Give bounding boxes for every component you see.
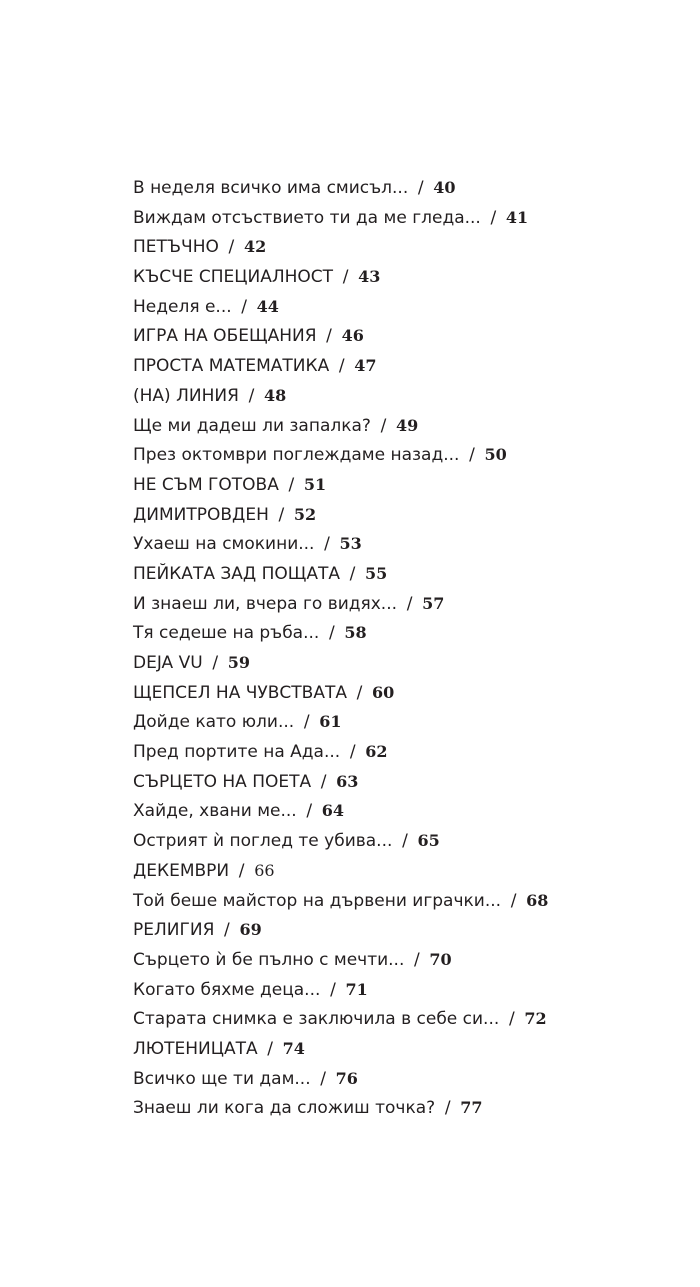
- toc-separator: /: [320, 771, 327, 792]
- table-of-contents: [133, 173, 673, 1123]
- toc-page-number: 44: [256, 296, 279, 316]
- toc-page-number: 57: [422, 593, 445, 613]
- toc-entry-title: Когато бяхме деца...: [133, 979, 321, 1000]
- toc-entry-title: През октомври поглеждаме назад...: [133, 445, 460, 466]
- toc-page-number: 70: [429, 949, 452, 969]
- toc-entry: [133, 648, 673, 678]
- toc-entry: [133, 826, 673, 856]
- toc-separator: /: [224, 920, 230, 941]
- toc-separator: /: [288, 474, 295, 495]
- toc-separator: /: [490, 207, 497, 228]
- toc-entry: [133, 707, 673, 737]
- toc-entry: [133, 411, 673, 441]
- toc-entry: [133, 886, 673, 916]
- toc-entry: [133, 351, 673, 381]
- toc-separator: /: [267, 1038, 273, 1059]
- toc-entry-title: DEJA VU: [133, 653, 203, 673]
- toc-entry: [133, 589, 673, 619]
- toc-separator: /: [349, 563, 356, 584]
- toc-entry-title: ПЕТЪЧНО: [133, 237, 219, 258]
- toc-entry-title: КЪСЧЕ СПЕЦИАЛНОСТ: [133, 267, 334, 288]
- toc-separator: /: [402, 831, 408, 852]
- toc-separator: /: [469, 445, 475, 466]
- toc-separator: /: [248, 385, 255, 406]
- toc-entry: [133, 1093, 673, 1123]
- toc-page-number: 65: [417, 831, 440, 851]
- toc-entry-title: ПЕЙКАТА ЗАД ПОЩАТА: [133, 563, 340, 584]
- toc-page-number: 55: [365, 563, 388, 583]
- toc-page-number: 63: [336, 771, 359, 791]
- toc-page-number: 72: [524, 1009, 547, 1029]
- toc-entry: [133, 975, 673, 1005]
- toc-separator: /: [328, 623, 335, 644]
- toc-separator: /: [342, 267, 349, 288]
- toc-page-number: 42: [243, 237, 267, 257]
- toc-entry-title: Ухаеш на смокини...: [133, 534, 315, 555]
- toc-page-number: 60: [372, 682, 395, 702]
- toc-entry-title: Той беше майстор на дървени играчки...: [133, 890, 502, 911]
- toc-entry-title: Пред портите на Ада...: [133, 742, 341, 763]
- toc-entry: [133, 173, 673, 203]
- toc-separator: /: [241, 296, 248, 317]
- toc-entry: [133, 767, 673, 797]
- toc-page-number: 40: [433, 178, 456, 197]
- toc-separator: /: [278, 504, 285, 525]
- toc-page-number: 71: [345, 979, 368, 999]
- toc-entry: [133, 618, 673, 648]
- toc-entry-title: Острият ѝ поглед те убива...: [133, 831, 393, 852]
- toc-separator: /: [326, 326, 332, 347]
- toc-page-number: 59: [227, 653, 250, 672]
- toc-entry-title: ИГРА НА ОБЕЩАНИЯ: [133, 326, 317, 347]
- toc-entry: [133, 856, 673, 886]
- toc-entry: [133, 915, 673, 945]
- toc-separator: /: [417, 178, 424, 198]
- toc-entry-title: Дойде като юли...: [133, 712, 295, 733]
- toc-separator: /: [228, 237, 235, 258]
- toc-entry-title: ПРОСТА МАТЕМАТИКА: [133, 356, 330, 377]
- toc-entry-title: СЪРЦЕТО НА ПОЕТА: [133, 771, 312, 792]
- toc-page-number: 53: [339, 534, 362, 554]
- toc-separator: /: [306, 801, 313, 822]
- toc-page-number: 51: [303, 474, 327, 494]
- toc-separator: /: [320, 1068, 327, 1089]
- toc-separator: /: [212, 653, 219, 673]
- toc-page-number: 74: [282, 1038, 305, 1058]
- toc-separator: /: [380, 415, 387, 436]
- toc-page-number: 52: [293, 504, 317, 524]
- toc-entry: [133, 470, 673, 500]
- toc-page-number: 69: [239, 920, 262, 940]
- toc-page-number: 61: [319, 712, 342, 732]
- toc-entry-title: Сърцето ѝ бе пълно с мечти...: [133, 949, 405, 970]
- toc-separator: /: [406, 593, 413, 614]
- toc-entry-title: Тя седеше на ръба...: [133, 623, 320, 644]
- toc-page-number: 66: [254, 860, 275, 880]
- toc-separator: /: [356, 682, 363, 703]
- toc-page-number: 68: [526, 890, 549, 910]
- toc-entry: [133, 678, 673, 708]
- toc-entry: [133, 232, 673, 262]
- toc-entry-title: ЛЮТЕНИЦАТА: [133, 1038, 258, 1059]
- toc-separator: /: [324, 534, 330, 555]
- toc-entry: [133, 1064, 673, 1094]
- toc-entry: [133, 500, 673, 530]
- toc-entry-title: В неделя всичко има смисъл...: [133, 178, 409, 198]
- toc-page-number: 77: [460, 1098, 483, 1118]
- toc-page-number: 46: [341, 326, 364, 346]
- toc-entry-title: Неделя е...: [133, 296, 232, 317]
- toc-entry-title: (НА) ЛИНИЯ: [133, 385, 239, 406]
- toc-entry: [133, 945, 673, 975]
- toc-entry: [133, 737, 673, 767]
- toc-entry-title: Ще ми дадеш ли запалка?: [133, 415, 371, 436]
- toc-page-number: 50: [484, 445, 507, 465]
- toc-entry: [133, 1034, 673, 1064]
- toc-entry-title: И знаеш ли, вчера го видях...: [133, 593, 398, 614]
- toc-entry-title: НЕ СЪМ ГОТОВА: [133, 474, 279, 495]
- toc-entry: [133, 262, 673, 292]
- toc-separator: /: [414, 949, 420, 970]
- toc-entry: [133, 440, 673, 470]
- toc-page-number: 49: [396, 415, 419, 435]
- toc-page-number: 48: [263, 385, 287, 405]
- toc-entry-title: ДИМИТРОВДЕН: [133, 504, 269, 525]
- toc-entry-title: Виждам отсъствието ти да ме гледа...: [133, 207, 481, 228]
- toc-separator: /: [349, 742, 356, 763]
- toc-separator: /: [238, 860, 245, 881]
- toc-page-number: 76: [335, 1068, 358, 1088]
- toc-page-number: 64: [321, 801, 345, 821]
- toc-separator: /: [508, 1009, 515, 1030]
- toc-page-number: 41: [505, 207, 529, 227]
- toc-entry-title: ДЕКЕМВРИ: [133, 860, 230, 881]
- toc-page-number: 43: [358, 267, 381, 287]
- toc-entry-title: Всичко ще ти дам...: [133, 1068, 311, 1089]
- toc-separator: /: [303, 712, 310, 733]
- toc-entry-title: РЕЛИГИЯ: [133, 920, 215, 941]
- toc-separator: /: [444, 1098, 451, 1119]
- toc-page-number: 62: [365, 742, 388, 762]
- toc-entry: [133, 321, 673, 351]
- toc-entry-title: Старата снимка е заключила в себе си...: [133, 1009, 500, 1030]
- toc-entry: [133, 203, 673, 233]
- toc-entry-title: ЩЕПСЕЛ НА ЧУВСТВАТА: [133, 682, 347, 703]
- toc-separator: /: [510, 890, 517, 911]
- toc-entry-title: Хайде, хвани ме...: [133, 801, 297, 822]
- toc-entry: [133, 292, 673, 322]
- toc-entry: [133, 1004, 673, 1034]
- toc-entry: [133, 796, 673, 826]
- toc-entry: [133, 559, 673, 589]
- toc-separator: /: [330, 979, 336, 1000]
- toc-separator: /: [338, 356, 345, 377]
- toc-page-number: 58: [344, 623, 367, 643]
- toc-entry-title: Знаеш ли кога да сложиш точка?: [133, 1098, 436, 1119]
- toc-entry: [133, 529, 673, 559]
- toc-page-number: 47: [354, 356, 377, 376]
- toc-entry: [133, 381, 673, 411]
